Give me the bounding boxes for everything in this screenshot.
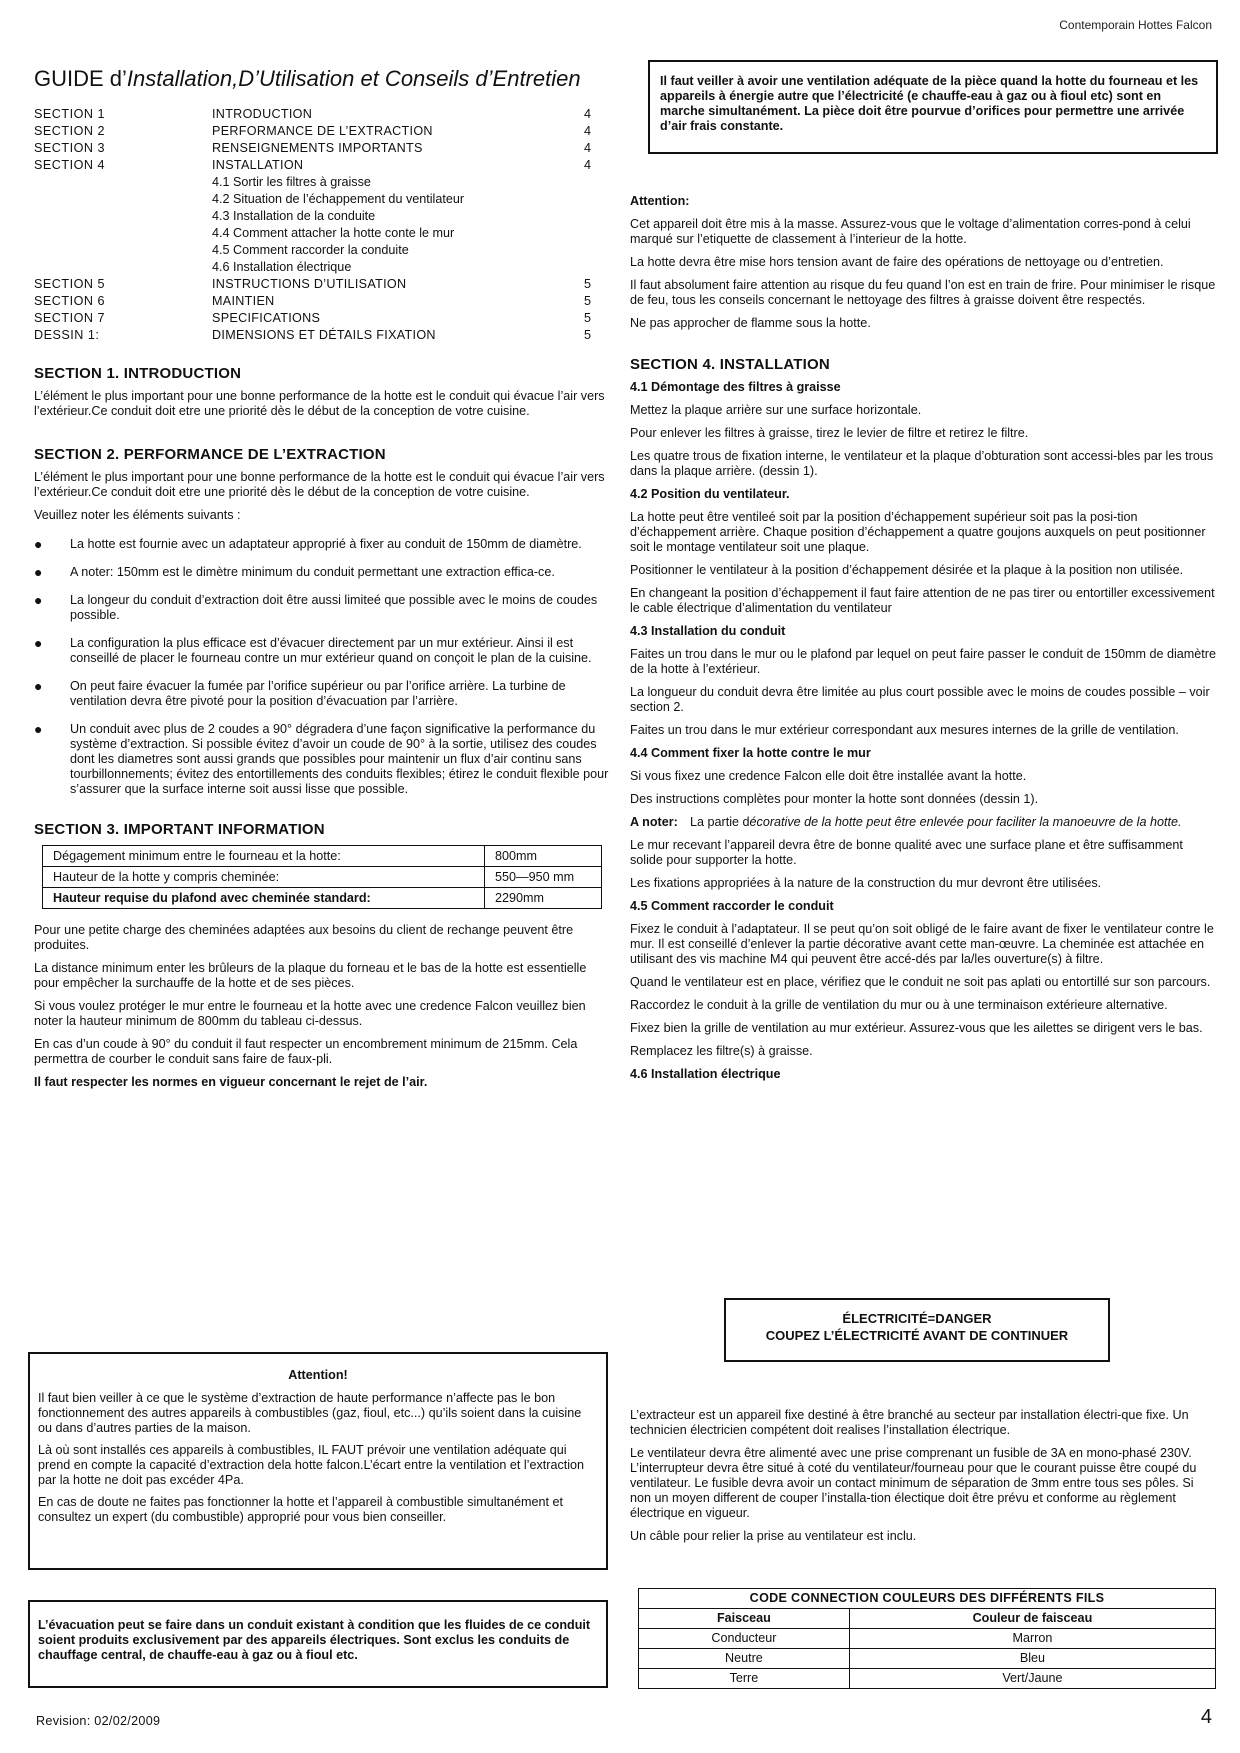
table-cell-value: 800mm	[485, 846, 602, 867]
paragraph: L’extracteur est un appareil fixe destiné à être branché au secteur par installation électri-que fixe. Un technicien électricien compétent doit realises l’installation électrique.	[630, 1408, 1189, 1437]
document-title	[34, 66, 614, 92]
toc-title: INSTRUCTIONS D’UTILISATION	[212, 277, 407, 291]
toc-page	[584, 259, 614, 276]
toc-title: DIMENSIONS ET DÉTAILS FIXATION	[212, 328, 436, 342]
wire-color-table	[638, 1588, 1216, 1689]
toc-row	[34, 225, 614, 242]
bullet-icon: ●	[34, 536, 43, 552]
bullet-item: ● A noter: 150mm est le dimètre minimum du conduit permettant une extraction effica-ce.	[34, 564, 555, 580]
table-cell: Terre	[639, 1669, 850, 1689]
right-column	[630, 194, 1216, 1090]
bullet-item: ● Un conduit avec plus de 2 coudes a 90° dégradera d’une façon significative la performance du système d’extraction. Si possible évitez d’avoir un coude de 90° à la sortie, utilisez des coudes dont les diametres sont aussi grands que possibles pour maintenir un flux d’air continu sans tourbillonnements; évitez des entortillements des conduits flexibles; étirez le conduit flexible pour s’assurer que la surface interne soit aussi lisse que possible.	[34, 721, 609, 796]
toc-page: 5	[584, 328, 592, 342]
attention-text: La hotte devra être mise hors tension avant de faire des opérations de nettoyage ou d’entretien.	[630, 255, 1164, 269]
ventilation-warning-text: Il faut veiller à avoir une ventilation adéquate de la pièce quand la hotte du fourneau et les appareils à énergie autre que l’électricité (e chauffe-eau à gaz ou à fioul etc) sont en marche simultanément. La pièce doit être pourvue d’orifices pour permettre une arrivée d’air frais constante.	[660, 74, 1199, 133]
section-3-norms: Il faut respecter les normes en vigueur concernant le rejet de l’air.	[34, 1075, 428, 1089]
column-header: Faisceau	[639, 1609, 850, 1629]
bullet-icon: ●	[34, 592, 43, 608]
subsection-heading: 4.6 Installation électrique	[630, 1067, 781, 1081]
bullet-icon: ●	[34, 721, 43, 737]
toc-page: 5	[584, 277, 592, 291]
section-3-text: La distance minimum enter les brûleurs de la plaque du forneau et le bas de la hotte est essentielle pour empêcher la surchauffe de la hotte et de ses pièces.	[34, 961, 587, 990]
table-cell: Marron	[849, 1629, 1215, 1649]
table-cell-label: Hauteur de la hotte y compris cheminée:	[43, 867, 485, 888]
attention-box-ventilation	[28, 1352, 608, 1570]
attention-box-title: Attention!	[288, 1368, 348, 1382]
toc-row	[34, 259, 614, 276]
toc-row	[34, 191, 614, 208]
toc-section: SECTION 5	[34, 277, 105, 291]
note-block	[630, 815, 1216, 830]
table-of-contents	[34, 106, 614, 344]
paragraph: Fixez bien la grille de ventilation au mur extérieur. Assurez-vous que les ailettes se dirigent vers le bas.	[630, 1021, 1203, 1035]
paragraph: Pour enlever les filtres à graisse, tirez le levier de filtre et retirez le filtre.	[630, 426, 1029, 440]
paragraph: Positionner le ventilateur à la position d’échappement désirée et la plaque à la position non utilisée.	[630, 563, 1184, 577]
toc-row	[34, 242, 614, 259]
section-2-note: Veuillez noter les éléments suivants :	[34, 508, 241, 522]
paragraph: En changeant la position d’échappement il faut faire attention de ne pas tirer ou entortiller excessivement le cable électrique d’alimentation du ventilateur	[630, 586, 1215, 615]
attention-text: Il faut absolument faire attention au risque du feu quand l’on est en train de frire. Pour minimiser le risque de feu, tous les conseils concernant le nettoyage des filtres à graisse doivent être respectés.	[630, 278, 1216, 307]
attention-text: Cet appareil doit être mis à la masse. Assurez-vous que le voltage d’alimentation corres-pond à celui marqué sur l’etiquette de classement à l’interieur de la hotte.	[630, 217, 1191, 246]
toc-title: 4.3 Installation de la conduite	[212, 209, 376, 223]
toc-page: 4	[584, 158, 592, 172]
paragraph: Raccordez le conduit à la grille de ventilation du mur ou à une terminaison extérieure alternative.	[630, 998, 1168, 1012]
toc-row	[34, 106, 614, 123]
table-row	[639, 1669, 1216, 1689]
toc-page	[584, 174, 614, 191]
column-header: Couleur de faisceau	[849, 1609, 1215, 1629]
toc-page: 5	[584, 294, 592, 308]
table-cell: Vert/Jaune	[849, 1669, 1215, 1689]
toc-title: 4.6 Installation électrique	[212, 260, 352, 274]
paragraph: Faites un trou dans le mur ou le plafond par lequel on peut faire passer le conduit de 150mm de diamètre de la hotte à l’extérieur.	[630, 647, 1216, 676]
subsection-heading: 4.3 Installation du conduit	[630, 624, 786, 638]
section-4-heading: SECTION 4. INSTALLATION	[630, 356, 830, 373]
toc-title: INSTALLATION	[212, 158, 304, 172]
toc-section: SECTION 4	[34, 158, 105, 172]
toc-section: SECTION 1	[34, 107, 105, 121]
toc-page: 4	[584, 107, 592, 121]
table-cell: Bleu	[849, 1649, 1215, 1669]
bullet-icon: ●	[34, 678, 43, 694]
attention-box-text: Il faut bien veiller à ce que le système d’extraction de haute performance n’affecte pas le bon fonctionnement des autres appareils à combustibles (gaz, fioul, etc...) qu’ils soient dans la cuisine ou dans d’autres parties de la maison.	[38, 1391, 582, 1435]
toc-section: SECTION 3	[34, 141, 105, 155]
toc-section	[34, 191, 212, 208]
paragraph: Des instructions complètes pour monter la hotte sont données (dessin 1).	[630, 792, 1039, 806]
toc-section: SECTION 6	[34, 294, 105, 308]
paragraph: La longueur du conduit devra être limitée au plus court possible avec le moins de coudes possible – voir section 2.	[630, 685, 1210, 714]
note-label: A noter:	[630, 815, 678, 829]
section-2-text: L’élément le plus important pour une bonne performance de la hotte est le conduit qui évacue l’air vers l’extérieur.Ce conduit doit etre une priorité dès le début de la conception de votre cuisine.	[34, 470, 605, 499]
table-cell: Neutre	[639, 1649, 850, 1669]
title-rest: Installation,D’Utilisation et Conseils d’Entretien	[126, 66, 581, 91]
note-text: La partie décorative de la hotte peut être enlevée pour faciliter la manoeuvre de la hotte.	[690, 815, 1182, 829]
section-3-text: En cas d’un coude à 90° du conduit il faut respecter un encombrement minimum de 215mm. Cela permettra de courber le conduit sans faire de faux-pli.	[34, 1037, 578, 1066]
bullet-item: ● La configuration la plus efficace est d’évacuer directement par un mur extérieur. Ainsi il est conseillé de placer le fourneau contre un mur extérieur quand on conçoit le plan de la cuisine.	[34, 635, 592, 665]
ventilation-warning-box	[648, 60, 1218, 154]
paragraph: Fixez le conduit à l’adaptateur. Il se peut qu’on soit obligé de le faire avant de fixer le ventilateur contre le mur. Il est conseillé d’enlever la partie décorative avant cette man-œuvre. La cheminée est attachée en utilisant des vis machine M4 qui peuvent être accé-dés par la/les ouverture(s) à filtre.	[630, 922, 1214, 966]
toc-row	[34, 293, 614, 310]
evacuation-box-text: L’évacuation peut se faire dans un conduit existant à condition que les fluides de ce conduit soient produits exclusivement par des appareils électriques. Sont exclus les conduits de chauffage central, de chauffe-eau à gaz ou à fioul etc.	[38, 1618, 591, 1662]
table-row	[43, 867, 602, 888]
paragraph: Les quatre trous de fixation interne, le ventilateur et la plaque d’obturation sont accessi-bles par les trous dans la plaque arrière. (dessin 1).	[630, 449, 1214, 478]
toc-title: 4.2 Situation de l’échappement du ventilateur	[212, 192, 465, 206]
paragraph: Le ventilateur devra être alimenté avec une prise comprenant un fusible de 3A en mono-phasé 230V. L’interrupteur devra être situé à coté du ventilateur/fourneau pour que le courant puisse être coupé du ventilateur. Le fusible devra avoir un contact minimum de séparation de 3mm entre tous ses pôles. Si non un moyen different de couper l’installa-tion électique doit être prévu et conforme au règlement électrique en vigueur.	[630, 1446, 1197, 1520]
toc-title: INTRODUCTION	[212, 107, 313, 121]
toc-section	[34, 225, 212, 242]
toc-section: SECTION 2	[34, 124, 105, 138]
toc-page: 5	[584, 311, 592, 325]
left-column	[34, 62, 614, 1098]
page-number: 4	[1200, 1706, 1212, 1728]
attention-box-text: En cas de doute ne faites pas fonctionner la hotte et l’appareil à combustible simultanément et consultez un expert (du combustible) approprié pour vous bien conseiller.	[38, 1495, 564, 1524]
toc-section	[34, 208, 212, 225]
toc-row	[34, 123, 614, 140]
toc-title: 4.1 Sortir les filtres à graisse	[212, 175, 371, 189]
danger-line: ÉLECTRICITÉ=DANGER	[842, 1311, 992, 1326]
subsection-heading: 4.4 Comment fixer la hotte contre le mur	[630, 746, 871, 760]
subsection-heading: 4.5 Comment raccorder le conduit	[630, 899, 834, 913]
toc-section	[34, 242, 212, 259]
header-brand: Contemporain Hottes Falcon	[1059, 18, 1212, 32]
toc-section	[34, 259, 212, 276]
section-3-text: Si vous voulez protéger le mur entre le fourneau et la hotte avec une credence Falcon veuillez bien noter la hauteur minimum de 800mm du tableau ci-dessus.	[34, 999, 586, 1028]
toc-row	[34, 174, 614, 191]
toc-row	[34, 276, 614, 293]
toc-section	[34, 174, 212, 191]
electricity-danger-box	[724, 1298, 1110, 1362]
toc-row	[34, 157, 614, 174]
section-2-heading: SECTION 2. PERFORMANCE DE L’EXTRACTION	[34, 446, 386, 463]
toc-page	[584, 225, 614, 242]
toc-section: DESSIN 1:	[34, 328, 100, 342]
table-cell-value: 2290mm	[485, 888, 602, 909]
paragraph: Un câble pour relier la prise au ventilateur est inclu.	[630, 1529, 917, 1543]
toc-row	[34, 208, 614, 225]
table-row	[43, 888, 602, 909]
paragraph: Le mur recevant l’appareil devra être de bonne qualité avec une surface plane et être suffisamment solide pour supporter la hotte.	[630, 838, 1183, 867]
table-cell-label: Dégagement minimum entre le fourneau et la hotte:	[43, 846, 485, 867]
paragraph: Quand le ventilateur est en place, vérifiez que le conduit ne soit pas aplati ou entortillé sur son parcours.	[630, 975, 1211, 989]
bullet-item: ● On peut faire évacuer la fumée par l’orifice supérieur ou par l’orifice arrière. La turbine de ventilation devra être pivoté pour la position d’évacuation par l’arrière.	[34, 678, 566, 708]
toc-title: 4.4 Comment attacher la hotte conte le mur	[212, 226, 455, 240]
toc-page: 4	[584, 141, 592, 155]
important-info-table	[42, 845, 602, 909]
section-3-heading: SECTION 3. IMPORTANT INFORMATION	[34, 821, 325, 838]
table-cell: Conducteur	[639, 1629, 850, 1649]
attention-heading: Attention:	[630, 194, 690, 208]
toc-title: PERFORMANCE DE L’EXTRACTION	[212, 124, 433, 138]
toc-row	[34, 310, 614, 327]
paragraph: Les fixations appropriées à la nature de la construction du mur devront être utilisées.	[630, 876, 1102, 890]
toc-section: SECTION 7	[34, 311, 105, 325]
table-row	[639, 1609, 1216, 1629]
subsection-heading: 4.1 Démontage des filtres à graisse	[630, 380, 841, 394]
bullet-icon: ●	[34, 635, 43, 651]
paragraph: Mettez la plaque arrière sur une surface horizontale.	[630, 403, 922, 417]
table-cell-value: 550—950 mm	[485, 867, 602, 888]
toc-title: 4.5 Comment raccorder la conduite	[212, 243, 409, 257]
table-cell-label: Hauteur requise du plafond avec cheminée standard:	[43, 888, 485, 909]
paragraph: Si vous fixez une credence Falcon elle doit être installée avant la hotte.	[630, 769, 1027, 783]
attention-box-text: Là où sont installés ces appareils à combustibles, IL FAUT prévoir une ventilation adéquate qui prend en compte la capacité d’extraction dela hotte falcon.L’écart entre la ventilation et l’extraction par la hotte ne doit pas excéder 4Pa.	[38, 1443, 585, 1487]
title-prefix: GUIDE d’	[34, 66, 127, 91]
table-row	[43, 846, 602, 867]
toc-title: RENSEIGNEMENTS IMPORTANTS	[212, 141, 423, 155]
revision-date: Revision: 02/02/2009	[36, 1714, 161, 1728]
toc-title: MAINTIEN	[212, 294, 275, 308]
paragraph: La hotte peut être ventileé soit par la position d’échappement supérieur soit pas la posi-tion d’échappement arrière. Chaque position d’échappement a quatre goujons auxquels on peut positionner soit le montage ventilateur soit une plaque.	[630, 510, 1206, 554]
toc-title: SPECIFICATIONS	[212, 311, 321, 325]
bullet-icon: ●	[34, 564, 43, 580]
section-3-text: Pour une petite charge des cheminées adaptées aux besoins du client de rechange peuvent être produites.	[34, 923, 574, 952]
evacuation-box	[28, 1600, 608, 1688]
danger-line: COUPEZ L’ÉLECTRICITÉ AVANT DE CONTINUER	[765, 1328, 1069, 1343]
section-1-heading: SECTION 1. INTRODUCTION	[34, 365, 242, 382]
attention-text: Ne pas approcher de flamme sous la hotte.	[630, 316, 871, 330]
electrical-text	[630, 1408, 1216, 1552]
toc-page	[584, 242, 614, 259]
table-row	[639, 1589, 1216, 1609]
toc-row	[34, 140, 614, 157]
toc-page	[584, 191, 614, 208]
paragraph: Faites un trou dans le mur extérieur correspondant aux mesures internes de la grille de ventilation.	[630, 723, 1179, 737]
toc-page: 4	[584, 124, 592, 138]
toc-row	[34, 327, 614, 344]
table-row	[639, 1629, 1216, 1649]
section-2-bullets	[34, 537, 614, 797]
bullet-item: ● La hotte est fournie avec un adaptateur approprié à fixer au conduit de 150mm de diamètre.	[34, 536, 582, 552]
table-row	[639, 1649, 1216, 1669]
table-title: CODE CONNECTION COULEURS DES DIFFÉRENTS FILS	[639, 1589, 1216, 1609]
section-1-text: L’élément le plus important pour une bonne performance de la hotte est le conduit qui évacue l’air vers l’extérieur.Ce conduit doit etre une priorité dès le début de la conception de votre cuisine.	[34, 389, 605, 418]
bullet-item: ● La longeur du conduit d’extraction doit être aussi limiteé que possible avec le moins de coudes possible.	[34, 592, 598, 622]
toc-page	[584, 208, 614, 225]
paragraph: Remplacez les filtre(s) à graisse.	[630, 1044, 813, 1058]
subsection-heading: 4.2 Position du ventilateur.	[630, 487, 790, 501]
